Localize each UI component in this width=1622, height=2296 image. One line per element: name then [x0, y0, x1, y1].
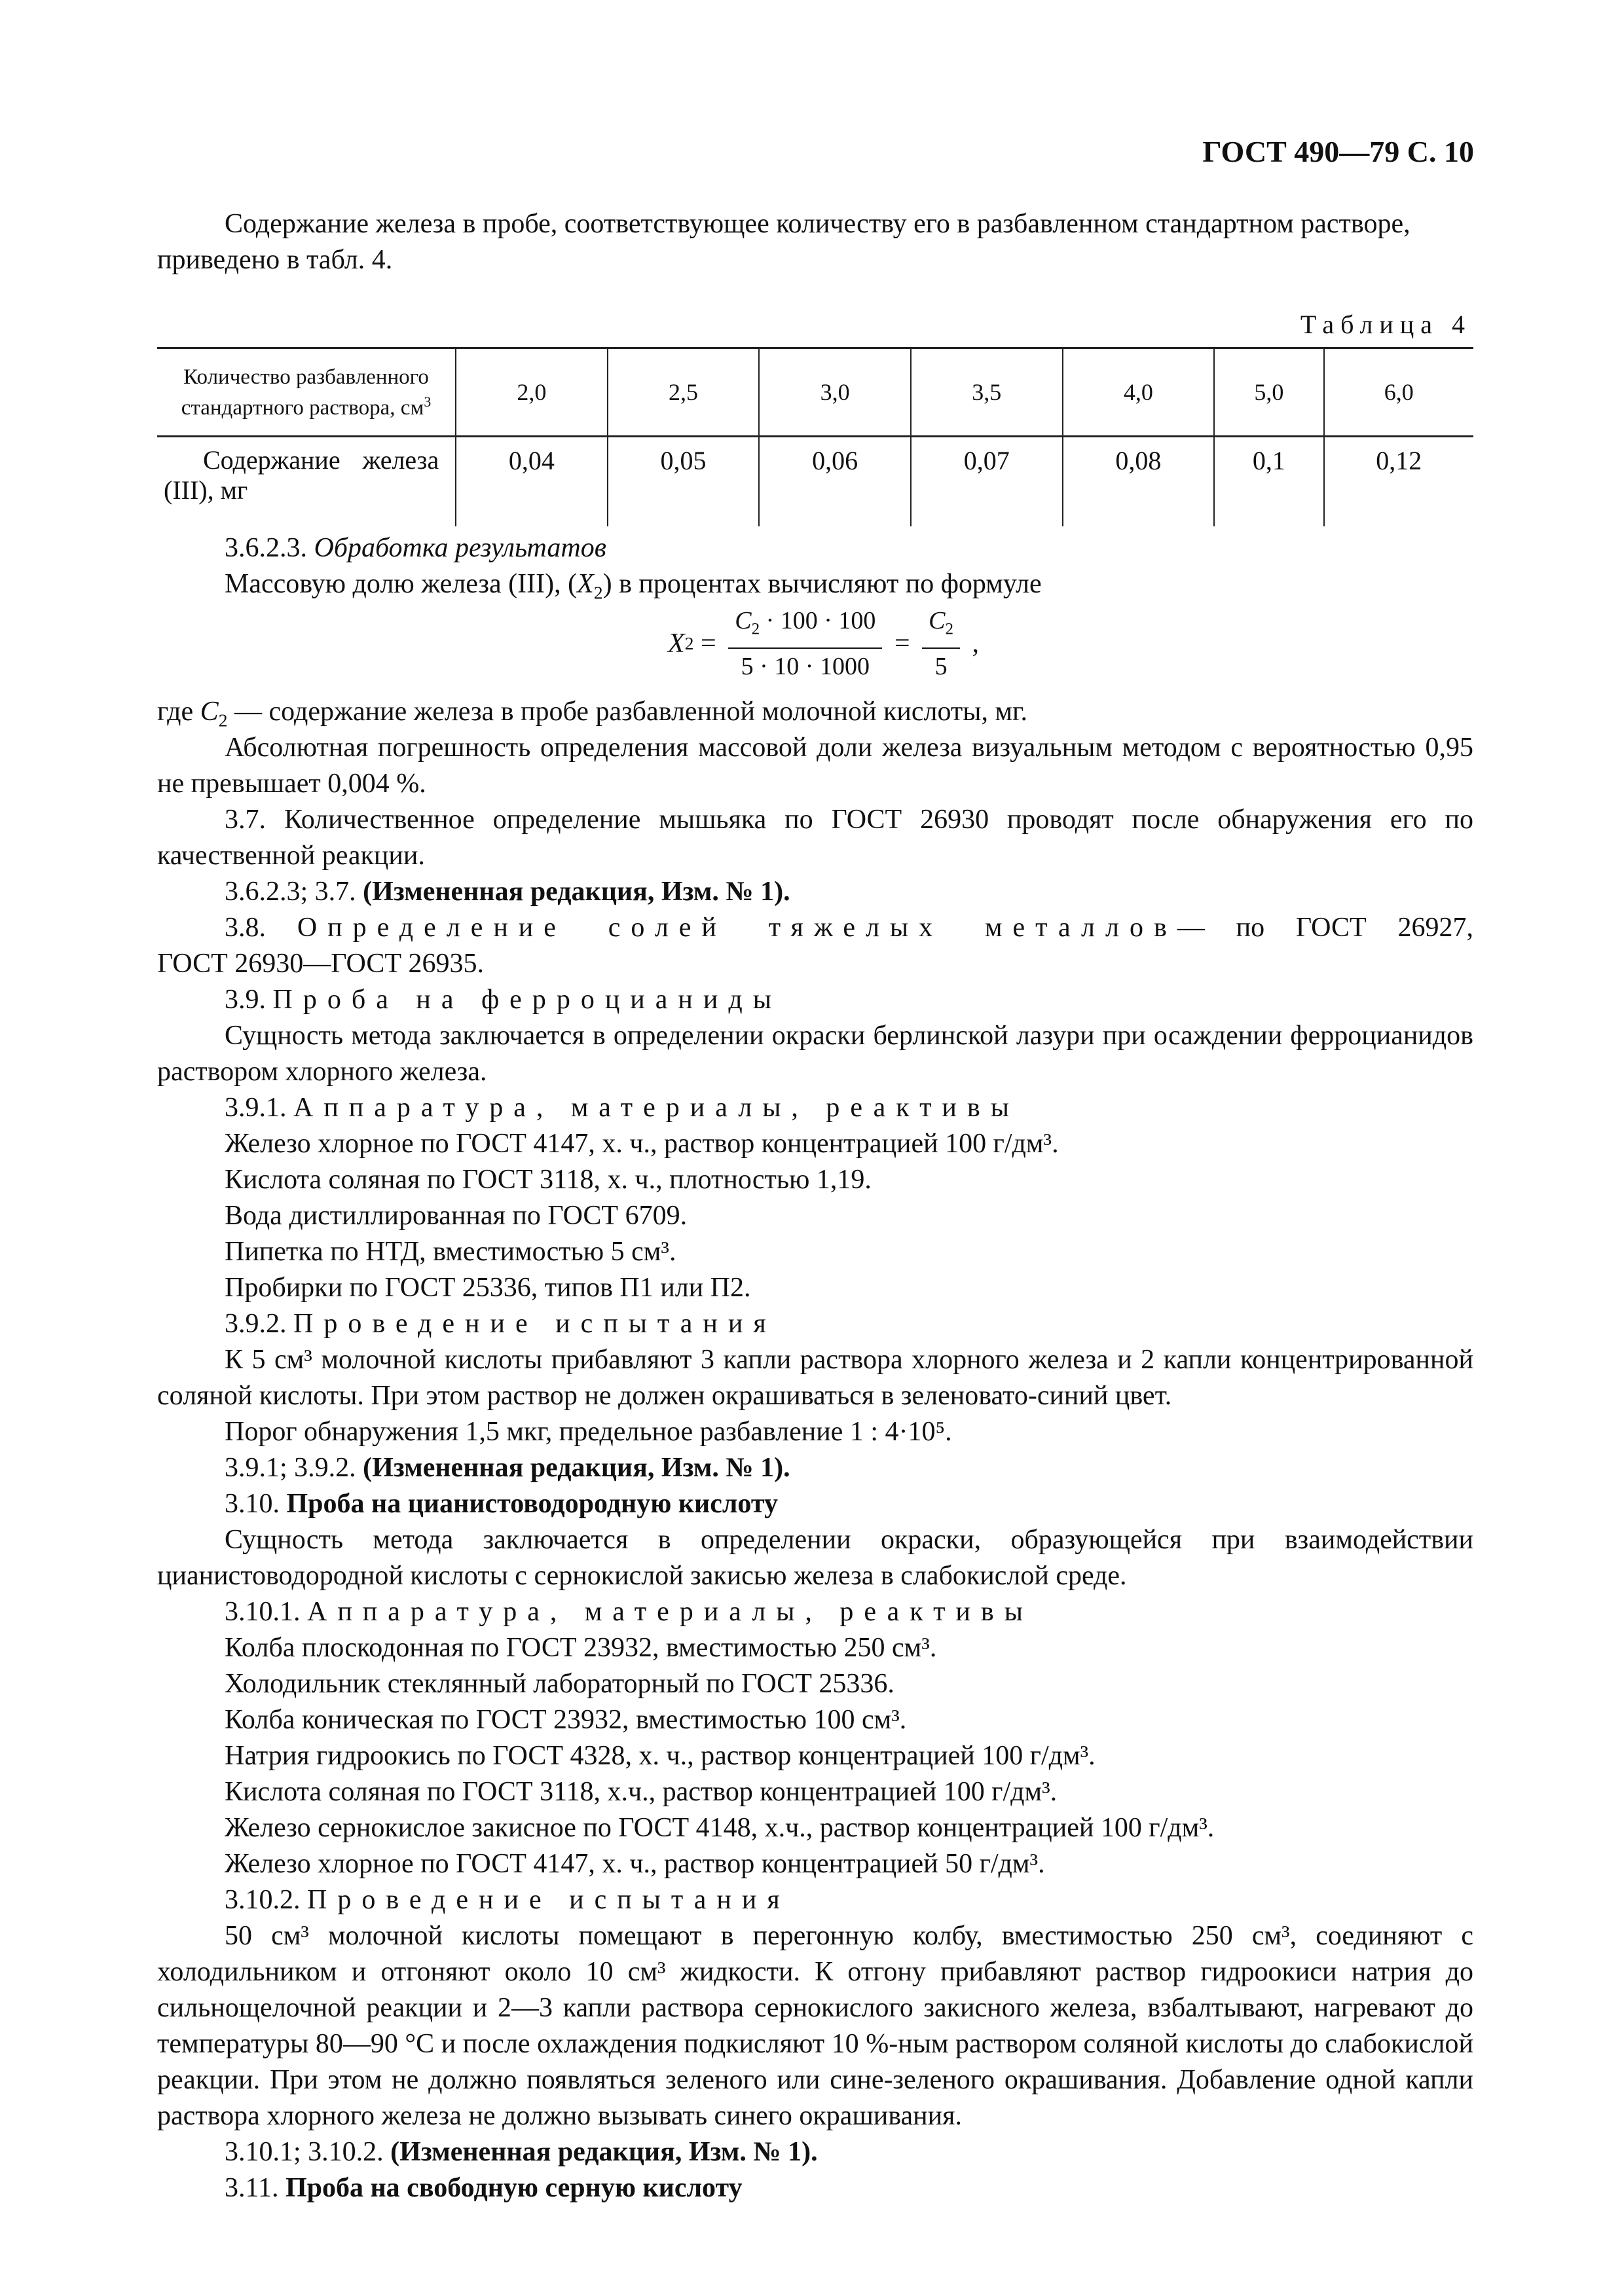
list-item: Холодильник стеклянный лабораторный по ГОСТ 25336.	[225, 1669, 894, 1699]
list-item: Колба плоскодонная по ГОСТ 23932, вместимостью 250 см³.	[225, 1633, 937, 1663]
section-3-8: 3.8. Определение солей тяжелых металлов— по ГОСТ 26927,	[225, 913, 1473, 943]
section-3-9-1-heading: 3.9.1. Аппаратура, материалы, реактивы	[225, 1093, 1020, 1123]
section-3-9-2-text: К 5 см³ молочной кислоты прибавляют 3 капли раствора хлорного железа и 2 капли концентрированной соляной кислоты. При этом раствор не должен окрашиваться в зеленовато-синий цвет.	[157, 1345, 1473, 1411]
table-cell: 3,5	[911, 348, 1063, 437]
formula-x2: X 2 = $\frac{C_2 \cdot 100 \cdot 100}{5 \cdot 10 \cdot 1000}$ = $\frac{C_2}{5}$ ,	[668, 607, 980, 680]
list-item: Кислота соляная по ГОСТ 3118, х.ч., раствор концентрацией 100 г/дм³.	[225, 1777, 1058, 1807]
list-item: Железо хлорное по ГОСТ 4147, х. ч., раствор концентрацией 100 г/дм³.	[225, 1129, 1059, 1159]
list-item: Колба коническая по ГОСТ 23932, вместимостью 100 см³.	[225, 1705, 907, 1735]
table-cell: 0,06	[759, 437, 911, 527]
intro-paragraph: Содержание железа в пробе, соответствующее количеству его в разбавленном стандартном растворе, приведено в табл. 4.	[157, 209, 1410, 275]
section-3-11-heading: 3.11. Проба на свободную серную кислоту	[225, 2173, 743, 2203]
section-3-9-2-heading: 3.9.2. Проведение испытания	[225, 1309, 777, 1339]
table-cell: 2,0	[456, 348, 608, 437]
section-3-9-text: Сущность метода заключается в определении окраски берлинской лазури при осаждении ферроцианидов раствором хлорного железа.	[157, 1021, 1473, 1087]
table-cell: 0,12	[1324, 437, 1474, 527]
section-3-8-line2: ГОСТ 26930—ГОСТ 26935.	[157, 949, 484, 979]
section-3-10-1-heading: 3.10.1. Аппаратура, материалы, реактивы	[225, 1597, 1033, 1627]
table-cell: 2,5	[608, 348, 760, 437]
section-3-10-text: Сущность метода заключается в определении окраски, образующейся при взаимодействии цианистоводородной кислоты с сернокислой закисью железа в слабокислой среде.	[157, 1525, 1473, 1591]
list-item: Пробирки по ГОСТ 25336, типов П1 или П2.	[225, 1273, 751, 1303]
section-3-10-heading: 3.10. Проба на цианистоводородную кислоту	[225, 1489, 778, 1519]
abs-error-paragraph: Абсолютная погрешность определения массовой доли железа визуальным методом с вероятностью 0,95 не превышает 0,004 %.	[157, 733, 1473, 799]
table-cell: 3,0	[759, 348, 911, 437]
table-cell: 0,05	[608, 437, 760, 527]
table-row	[157, 348, 1473, 437]
row-header-volume: Количество разбавленного стандартного раствора, $см^3$	[157, 348, 456, 437]
list-item: Железо сернокислое закисное по ГОСТ 4148, х.ч., раствор концентрацией 100 г/дм³.	[225, 1813, 1215, 1843]
fraction-1: $\frac{C_2 \cdot 100 \cdot 100}{5 \cdot 10 \cdot 1000}$	[728, 606, 882, 682]
table-cell: 5,0	[1214, 348, 1323, 437]
table-4	[157, 347, 1473, 526]
table-row	[157, 437, 1473, 527]
list-item: Вода дистиллированная по ГОСТ 6709.	[225, 1201, 688, 1231]
amendment-note-3: 3.10.1; 3.10.2. (Измененная редакция, Изм. № 1).	[225, 2137, 818, 2167]
fraction-2: $\frac{C_2}{5}$	[922, 606, 960, 682]
page-header: ГОСТ 490—79 С. 10	[1202, 135, 1474, 168]
list-item: Железо хлорное по ГОСТ 4147, х. ч., раствор концентрацией 50 г/дм³.	[225, 1849, 1045, 1879]
amendment-note-2: 3.9.1; 3.9.2. (Измененная редакция, Изм. № 1).	[225, 1453, 790, 1483]
row-header-iron: Содержание железа (III), мг	[164, 445, 439, 505]
amendment-note-1: 3.6.2.3; 3.7. (Измененная редакция, Изм. № 1).	[225, 877, 790, 907]
section-3-6-2-3-heading: 3.6.2.3. Обработка результатов	[225, 533, 606, 563]
section-3-10-2-heading: 3.10.2. Проведение испытания	[225, 1885, 790, 1915]
table-cell: 0,1	[1214, 437, 1323, 527]
table-cell: 0,08	[1063, 437, 1215, 527]
table-cell: 4,0	[1063, 348, 1215, 437]
list-item: Кислота соляная по ГОСТ 3118, х. ч., плотностью 1,19.	[225, 1165, 872, 1195]
table-cell: 6,0	[1324, 348, 1474, 437]
table-cell: 0,04	[456, 437, 608, 527]
section-3-9-heading: 3.9. Проба на ферроцианиды	[225, 985, 782, 1015]
list-item: Натрия гидроокись по ГОСТ 4328, х. ч., раствор концентрацией 100 г/дм³.	[225, 1741, 1096, 1771]
section-3-7: 3.7. Количественное определение мышьяка по ГОСТ 26930 проводят после обнаружения его по качественной реакции.	[157, 805, 1473, 871]
table-caption: Таблица 4	[1300, 310, 1471, 339]
section-3-9-2-limit: Порог обнаружения 1,5 мкг, предельное разбавление 1 : 4·10⁵.	[225, 1417, 952, 1447]
table-cell: 0,07	[911, 437, 1063, 527]
section-3-10-2-text: 50 см³ молочной кислоты помещают в перегонную колбу, вместимостью 250 см³, соединяют с холодильником и отгоняют около 10 см³ жидкости. К отгону прибавляют раствор гидроокиси натрия до сильнощелочной реакции и 2—3 капли раствора сернокислого закисного железа, взбалтывают, нагревают до температуры 80—90 °С и после охлаждения подкисляют 10 %-ным раствором соляной кислоты до слабокислой реакции. При этом не должно появляться зеленого или сине-зеленого окрашивания. Добавление одной капли раствора хлорного железа не должно вызывать синего окрашивания.	[157, 1921, 1473, 2131]
formula-intro: Массовую долю железа (III), $(X_2)$ в процентах вычисляют по формуле	[225, 569, 1042, 603]
list-item: Пипетка по НТД, вместимостью 5 см³.	[225, 1237, 676, 1267]
formula-where: где $C_2$ — содержание железа в пробе разбавленной молочной кислоты, мг.	[157, 697, 1028, 731]
